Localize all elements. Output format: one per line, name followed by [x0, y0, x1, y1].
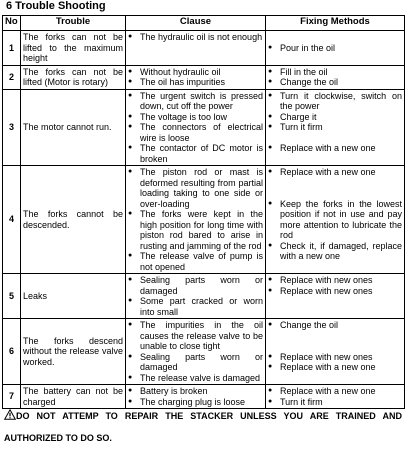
- fix-item: ● Change the oil: [268, 77, 402, 88]
- clause-item: ● The forks were kept in the high position for long time with piston rod bared to arise in rusting and jamming of the rod: [128, 209, 263, 251]
- clause-cell: [126, 89, 266, 166]
- clause-item: ● The piston rod or mast is deformed resulting from partial loading taking to one side or over-loading: [128, 167, 263, 209]
- fix-item: ● Replace with a new one: [268, 167, 402, 178]
- fix-item: ● Replace with a new one: [268, 143, 402, 154]
- fixing-cell: [266, 89, 405, 166]
- header-clause: Clause: [126, 16, 266, 31]
- warning-text: DO NOT ATTEMP TO REPAIR THE STACKER UNLESS YOU ARE TRAINED AND AUTHORIZED TO DO SO.: [4, 411, 402, 443]
- fixing-cell: [266, 65, 405, 89]
- table-header-row: [3, 16, 405, 31]
- fix-item: ● Replace with new ones: [268, 352, 402, 363]
- table-row: [3, 166, 405, 274]
- clause-item: ● The impurities in the oil causes the release valve to be unable to close tight: [128, 320, 263, 352]
- clause-item: ● The voltage is too low: [128, 112, 263, 123]
- clause-item: ● The release valve is damaged: [128, 373, 263, 384]
- row-number: 6: [3, 319, 21, 385]
- fix-item: ● Charge it: [268, 112, 402, 123]
- table-row: [3, 319, 405, 385]
- fixing-cell: [266, 319, 405, 385]
- clause-cell: [126, 166, 266, 274]
- table-row: [3, 274, 405, 319]
- table-row: [3, 89, 405, 166]
- header-no: No: [3, 16, 21, 31]
- trouble-cell: The motor cannot run.: [21, 89, 126, 166]
- fix-item: ● Turn it firm: [268, 122, 402, 133]
- clause-item: ● The release valve of pump is not opened: [128, 251, 263, 272]
- trouble-cell: The forks descend without the release valve worked.: [21, 319, 126, 385]
- table-row: [3, 65, 405, 89]
- trouble-cell: Leaks: [21, 274, 126, 319]
- header-trouble: Trouble: [21, 16, 126, 31]
- trouble-shooting-table: [2, 15, 405, 409]
- clause-cell: [126, 274, 266, 319]
- fix-item: ● Replace with a new one: [268, 362, 402, 373]
- clause-item: ● Sealing parts worn or damaged: [128, 275, 263, 296]
- clause-item: ● Without hydraulic oil: [128, 67, 263, 78]
- clause-item: ● The charging plug is loose: [128, 397, 263, 408]
- trouble-cell: The forks can not be lifted to the maximum height: [21, 31, 126, 66]
- row-number: 2: [3, 65, 21, 89]
- table-row: [3, 31, 405, 66]
- fix-item: ● Keep the forks in the lowest position if not in use and pay more attention to lubricate the rod: [268, 199, 402, 241]
- fix-item: ● Turn it clockwise, switch on the power: [268, 91, 402, 112]
- header-fixing-methods: Fixing Methods: [266, 16, 405, 31]
- row-number: 1: [3, 31, 21, 66]
- trouble-cell: The forks can not be lifted (Motor is rotary): [21, 65, 126, 89]
- clause-item: ● The connectors of electrical wire is loose: [128, 122, 263, 143]
- clause-cell: [126, 319, 266, 385]
- clause-item: ● The contactor of DC motor is broken: [128, 143, 263, 164]
- fixing-cell: [266, 166, 405, 274]
- row-number: 5: [3, 274, 21, 319]
- clause-cell: [126, 31, 266, 66]
- fix-item: ● Replace with new ones: [268, 286, 402, 297]
- row-number: 3: [3, 89, 21, 166]
- clause-cell: [126, 65, 266, 89]
- fix-item: ● Fill in the oil: [268, 67, 402, 78]
- warning-triangle-icon: [4, 406, 16, 417]
- row-number: 7: [3, 385, 21, 409]
- clause-item: ● The oil has impurities: [128, 77, 263, 88]
- fixing-cell: [266, 274, 405, 319]
- warning-note: [4, 405, 402, 449]
- fix-item: ● Turn it firm: [268, 397, 402, 408]
- fix-item: ● Check it, if damaged, replace with a new one: [268, 241, 402, 262]
- clause-item: ● Sealing parts worn or damaged: [128, 352, 263, 373]
- clause-item: ● Battery is broken: [128, 386, 263, 397]
- fix-item: ● Replace with a new one: [268, 386, 402, 397]
- fix-item: ● Pour in the oil: [268, 43, 402, 54]
- fix-item: ● Replace with new ones: [268, 275, 402, 286]
- section-title: 6 Trouble Shooting: [6, 0, 106, 12]
- clause-item: ● The urgent switch is pressed down, cut off the power: [128, 91, 263, 112]
- trouble-cell: The forks cannot be descended.: [21, 166, 126, 274]
- fixing-cell: [266, 31, 405, 66]
- clause-item: ● The hydraulic oil is not enough: [128, 32, 263, 43]
- trouble-cell: The battery can not be charged: [21, 385, 126, 409]
- row-number: 4: [3, 166, 21, 274]
- fix-item: ● Change the oil: [268, 320, 402, 331]
- clause-item: ● Some part cracked or worn into small: [128, 296, 263, 317]
